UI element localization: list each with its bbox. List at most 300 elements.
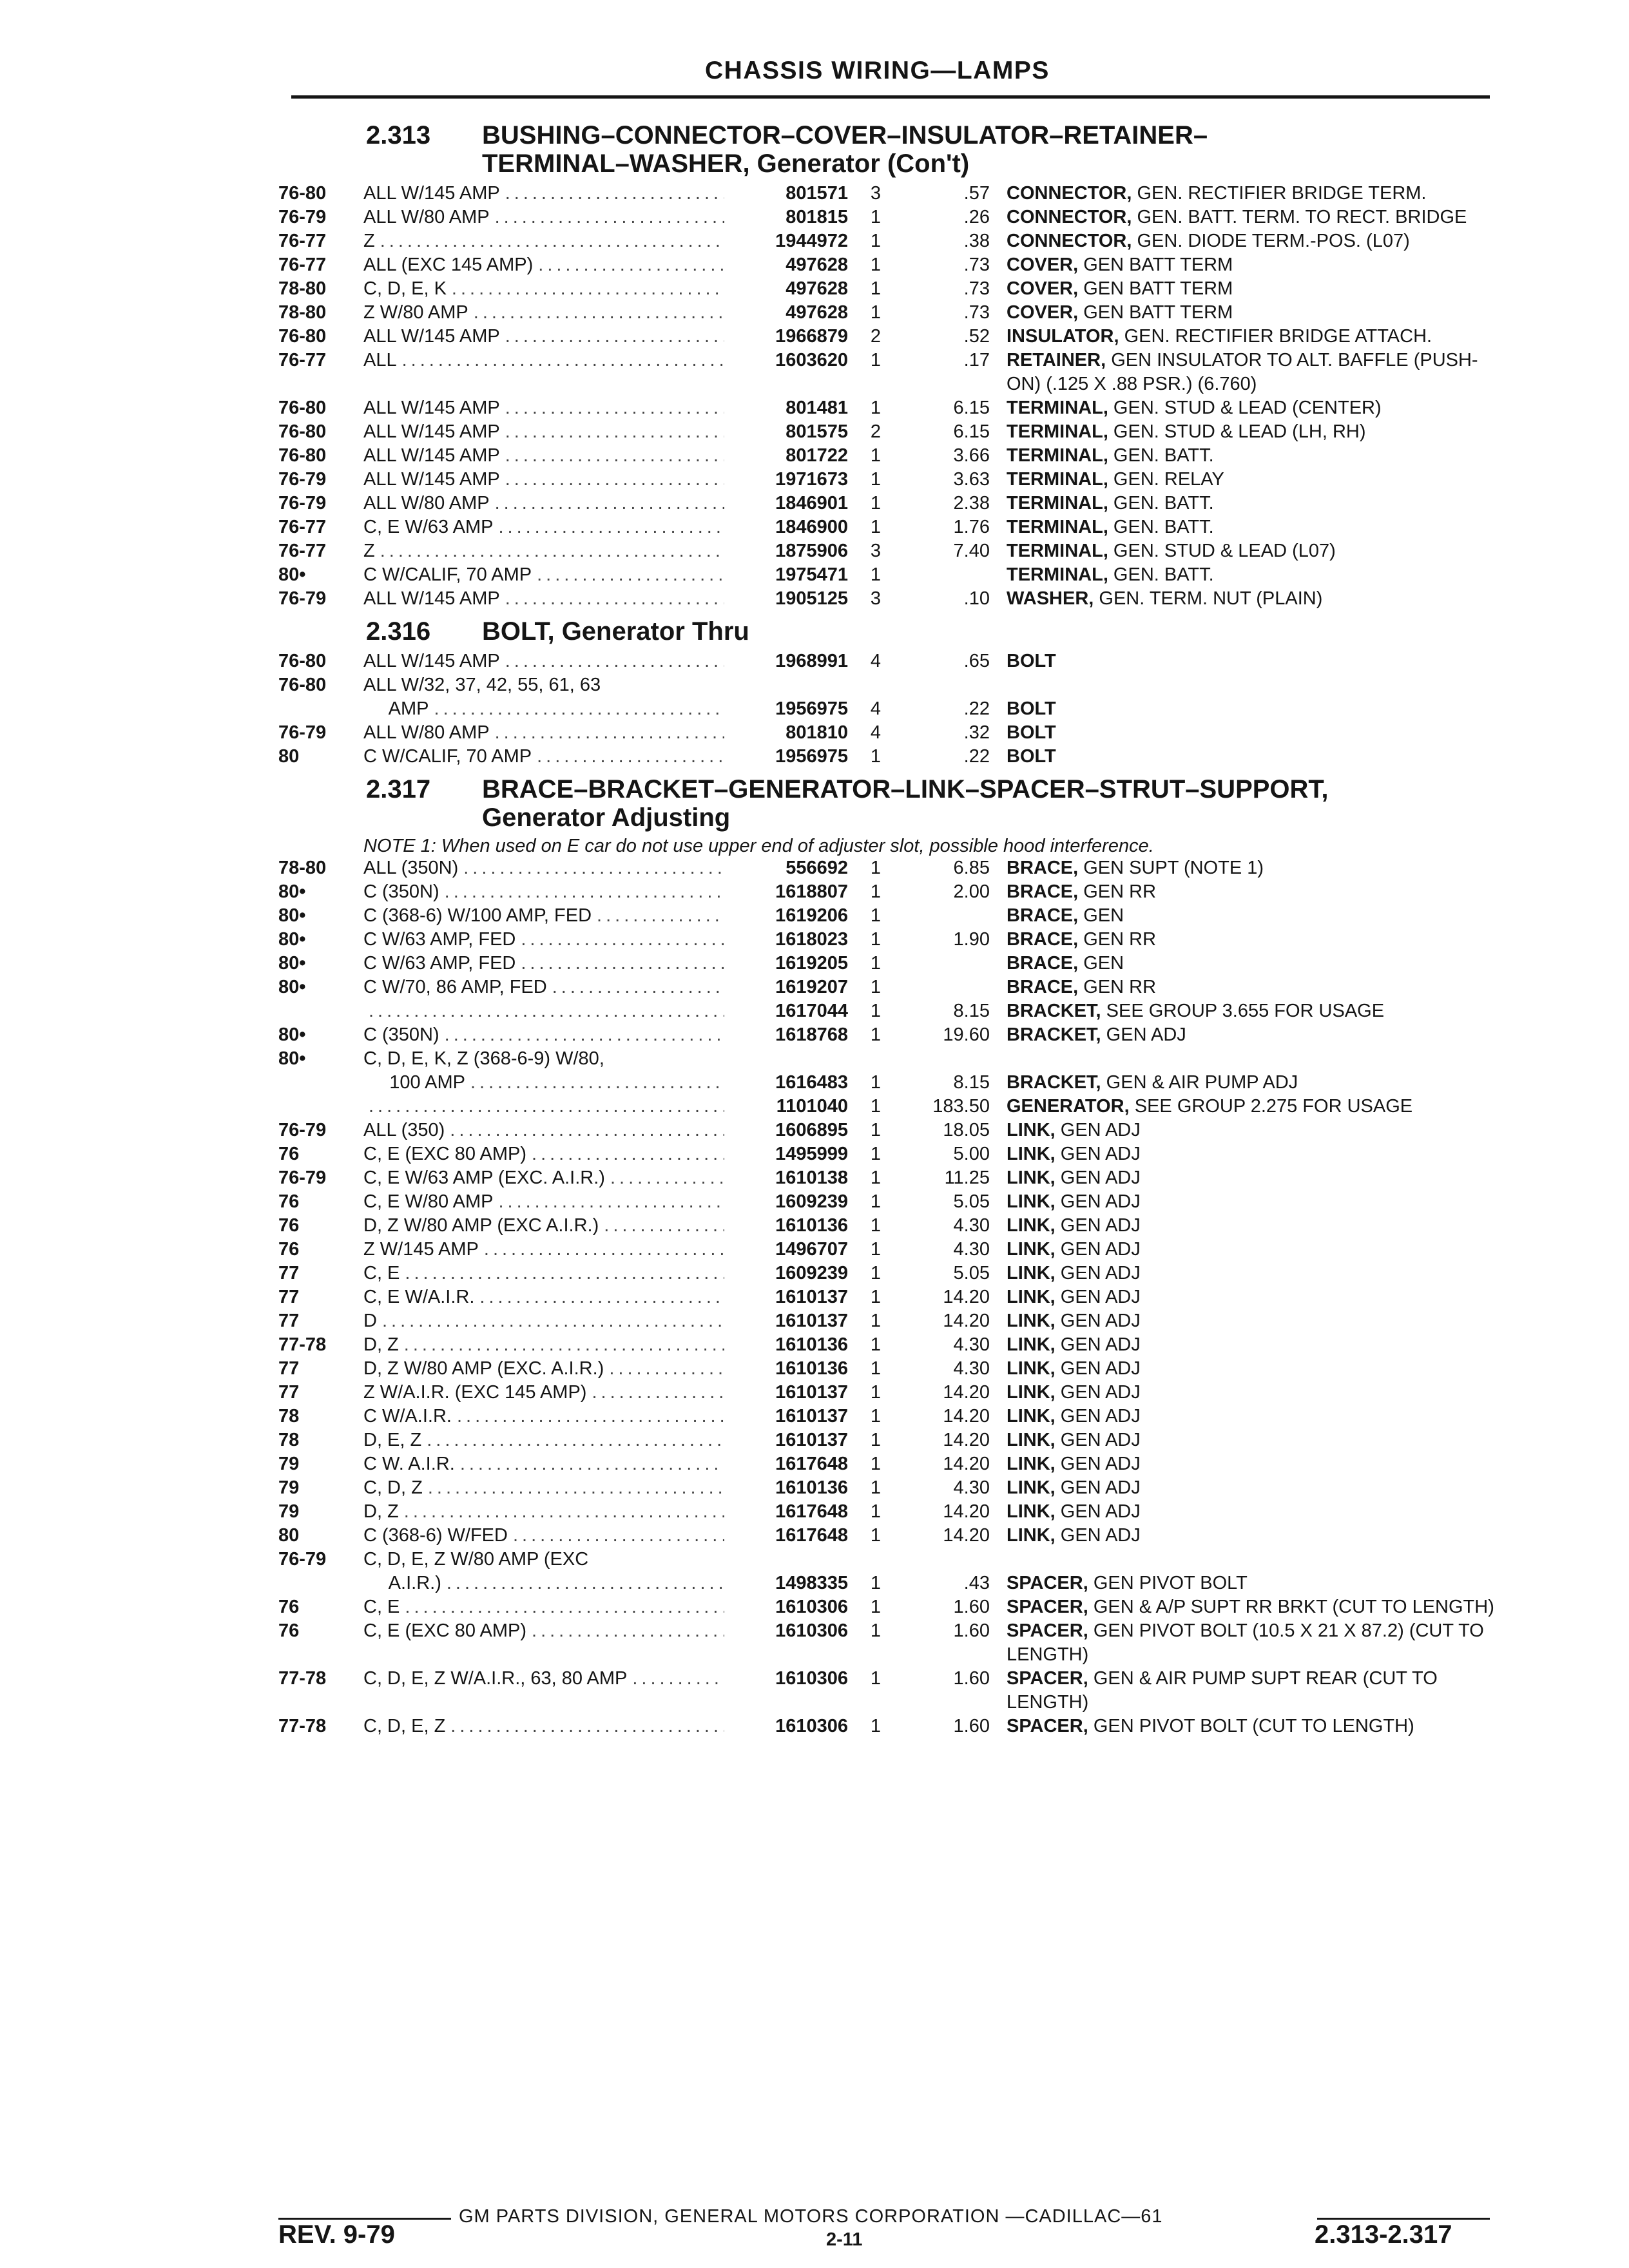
parts-row bbox=[278, 928, 1490, 952]
model-year: 77-78 bbox=[278, 1716, 327, 1736]
model-year: 76-79 bbox=[278, 493, 327, 514]
price: 2.00 bbox=[953, 881, 990, 902]
price: 2.38 bbox=[953, 493, 990, 514]
dot-leader bbox=[465, 1071, 724, 1095]
application-text: C (368-6) W/100 AMP, FED bbox=[363, 905, 592, 926]
dot-leader bbox=[375, 539, 724, 563]
quantity: 1 bbox=[870, 1716, 882, 1736]
application-text: 100 AMP bbox=[363, 1072, 465, 1093]
description bbox=[1007, 1428, 1496, 1452]
part-description: GEN. RECTIFIER BRIDGE TERM. bbox=[1132, 183, 1427, 204]
model-year: 77 bbox=[278, 1263, 300, 1283]
parts-row bbox=[278, 1357, 1490, 1381]
application-text: C W/63 AMP, FED bbox=[363, 953, 516, 974]
application bbox=[363, 1476, 724, 1500]
model-year: 78-80 bbox=[278, 302, 327, 323]
quantity: 1 bbox=[870, 1311, 882, 1331]
price: 4.30 bbox=[953, 1239, 990, 1260]
dot-leader bbox=[441, 1571, 724, 1595]
part-number: 1617648 bbox=[775, 1454, 848, 1474]
application-text: C, E W/80 AMP bbox=[363, 1191, 494, 1212]
part-number: 1610137 bbox=[775, 1311, 848, 1331]
part-description: GEN RR bbox=[1078, 881, 1157, 902]
quantity: 1 bbox=[870, 1215, 882, 1236]
application-text: C, E bbox=[363, 1263, 400, 1283]
part-number: 1905125 bbox=[775, 588, 848, 609]
part-number: 1618768 bbox=[775, 1024, 848, 1045]
parts-row bbox=[278, 563, 1490, 587]
part-number: 1610306 bbox=[775, 1620, 848, 1641]
part-name: LINK, bbox=[1007, 1263, 1055, 1283]
parts-row bbox=[278, 1238, 1490, 1262]
application bbox=[363, 1214, 724, 1238]
part-name: LINK, bbox=[1007, 1239, 1055, 1260]
application-text: C, D, E, Z W/80 AMP (EXC bbox=[363, 1549, 589, 1570]
application bbox=[363, 697, 724, 721]
price: 11.25 bbox=[944, 1168, 990, 1188]
page-footer bbox=[0, 2197, 1629, 2268]
parts-row bbox=[278, 1715, 1490, 1738]
part-description: GEN & AIR PUMP SUPT REAR (CUT TO LENGTH) bbox=[1007, 1668, 1438, 1713]
part-name: TERMINAL, bbox=[1007, 469, 1108, 490]
part-number: 1610136 bbox=[775, 1358, 848, 1379]
model-year: 77 bbox=[278, 1287, 300, 1307]
model-year: 76 bbox=[278, 1144, 300, 1164]
price: 14.20 bbox=[943, 1311, 990, 1331]
parts-row bbox=[278, 999, 1490, 1023]
dot-leader bbox=[526, 1142, 724, 1166]
part-number: 1606895 bbox=[775, 1120, 848, 1140]
dot-leader bbox=[452, 1405, 724, 1428]
description bbox=[1007, 952, 1496, 975]
quantity: 1 bbox=[870, 1668, 882, 1689]
description bbox=[1007, 396, 1496, 420]
application bbox=[363, 1023, 724, 1047]
part-description: SEE GROUP 3.655 FOR USAGE bbox=[1101, 1001, 1385, 1021]
part-name: TERMINAL, bbox=[1007, 493, 1108, 514]
part-description: GEN bbox=[1078, 953, 1124, 974]
dot-leader bbox=[532, 563, 724, 587]
quantity: 1 bbox=[870, 1263, 882, 1283]
application-text: ALL W/145 AMP bbox=[363, 421, 500, 442]
part-number: 1975471 bbox=[775, 564, 848, 585]
part-description: GEN. BATT. bbox=[1108, 445, 1214, 466]
price: 4.30 bbox=[953, 1215, 990, 1236]
price: .22 bbox=[963, 746, 990, 767]
application bbox=[363, 396, 724, 420]
part-name: BRACKET, bbox=[1007, 1072, 1101, 1093]
parts-row bbox=[278, 325, 1490, 349]
part-name: BOLT bbox=[1007, 651, 1056, 671]
parts-row bbox=[278, 1619, 1490, 1667]
part-description: GEN. STUD & LEAD (L07) bbox=[1108, 541, 1336, 561]
application-text: C W/A.I.R. bbox=[363, 1406, 452, 1427]
section-number: 2.317 bbox=[366, 775, 431, 803]
parts-row bbox=[278, 253, 1490, 277]
application-text: C W/63 AMP, FED bbox=[363, 929, 516, 950]
parts-row bbox=[278, 1166, 1490, 1190]
parts-row bbox=[278, 880, 1490, 904]
quantity: 1 bbox=[870, 746, 882, 767]
part-number: 1609239 bbox=[775, 1191, 848, 1212]
part-name: LINK, bbox=[1007, 1525, 1055, 1546]
parts-row bbox=[278, 1262, 1490, 1285]
dot-leader bbox=[447, 277, 724, 301]
quantity: 1 bbox=[870, 1144, 882, 1164]
price: .57 bbox=[963, 183, 990, 204]
application-text: Z W/80 AMP bbox=[363, 302, 468, 323]
application bbox=[363, 301, 724, 325]
part-number: 801810 bbox=[786, 722, 848, 743]
revision-date: REV. 9-79 bbox=[278, 2220, 395, 2249]
price: .17 bbox=[963, 350, 990, 370]
quantity: 1 bbox=[870, 445, 882, 466]
application bbox=[363, 253, 724, 277]
model-year: 76-80 bbox=[278, 398, 327, 418]
part-name: LINK, bbox=[1007, 1191, 1055, 1212]
quantity: 1 bbox=[870, 1287, 882, 1307]
dot-leader bbox=[439, 880, 724, 904]
part-name: LINK, bbox=[1007, 1215, 1055, 1236]
quantity: 1 bbox=[870, 858, 882, 878]
quantity: 1 bbox=[870, 1239, 882, 1260]
part-name: SPACER, bbox=[1007, 1573, 1088, 1593]
dot-leader bbox=[604, 1357, 724, 1381]
part-name: BOLT bbox=[1007, 698, 1056, 719]
parts-row bbox=[278, 649, 1490, 673]
application-text: C (350N) bbox=[363, 881, 439, 902]
price: .26 bbox=[963, 207, 990, 227]
description bbox=[1007, 1119, 1496, 1142]
price: 1.60 bbox=[953, 1620, 990, 1641]
parts-row bbox=[278, 952, 1490, 975]
application bbox=[363, 444, 724, 468]
description bbox=[1007, 1166, 1496, 1190]
quantity: 1 bbox=[870, 929, 882, 950]
application bbox=[363, 999, 724, 1023]
part-number: 556692 bbox=[786, 858, 848, 878]
quantity: 3 bbox=[870, 183, 882, 204]
quantity: 1 bbox=[870, 1001, 882, 1021]
application bbox=[363, 1071, 724, 1095]
dot-leader bbox=[421, 1428, 724, 1452]
part-name: LINK, bbox=[1007, 1120, 1055, 1140]
application-text: C, D, E, Z bbox=[363, 1716, 446, 1736]
dot-leader bbox=[400, 1262, 724, 1285]
part-number: 1610306 bbox=[775, 1716, 848, 1736]
description bbox=[1007, 253, 1496, 277]
dot-leader bbox=[400, 1595, 724, 1619]
price: .32 bbox=[963, 722, 990, 743]
description bbox=[1007, 206, 1496, 229]
description bbox=[1007, 745, 1496, 769]
description bbox=[1007, 1405, 1496, 1428]
section-title-block bbox=[482, 121, 1208, 178]
application-text: ALL W/145 AMP bbox=[363, 588, 500, 609]
page-number: 2-11 bbox=[826, 2229, 863, 2250]
description bbox=[1007, 1238, 1496, 1262]
application-text: C (350N) bbox=[363, 1024, 439, 1045]
part-description: GEN & A/P SUPT RR BRKT (CUT TO LENGTH) bbox=[1088, 1597, 1494, 1617]
part-name: CONNECTOR, bbox=[1007, 183, 1132, 204]
parts-row bbox=[278, 206, 1490, 229]
description bbox=[1007, 999, 1496, 1023]
section-subtitle: TERMINAL–WASHER, Generator (Con't) bbox=[482, 149, 970, 178]
model-year: 80• bbox=[278, 1048, 306, 1069]
application bbox=[363, 1428, 724, 1452]
application-text: C (368-6) W/FED bbox=[363, 1525, 508, 1546]
application-text: C, D, E, K bbox=[363, 278, 447, 299]
part-description: GEN ADJ bbox=[1055, 1215, 1141, 1236]
application bbox=[363, 856, 724, 880]
part-description: GEN. DIODE TERM.-POS. (L07) bbox=[1132, 231, 1410, 251]
description bbox=[1007, 349, 1496, 396]
application-text: ALL W/145 AMP bbox=[363, 445, 500, 466]
description bbox=[1007, 229, 1496, 253]
part-description: GEN BATT TERM bbox=[1078, 302, 1233, 323]
application bbox=[363, 277, 724, 301]
part-number: 1971673 bbox=[775, 469, 848, 490]
part-number: 1617648 bbox=[775, 1501, 848, 1522]
model-year: 76-80 bbox=[278, 651, 327, 671]
application-text: D, E, Z bbox=[363, 1430, 422, 1450]
parts-row bbox=[278, 1381, 1490, 1405]
application-text: A.I.R.) bbox=[363, 1573, 441, 1593]
section-heading bbox=[278, 121, 1490, 178]
parts-row bbox=[278, 1524, 1490, 1548]
price: 7.40 bbox=[953, 541, 990, 561]
quantity: 1 bbox=[870, 493, 882, 514]
part-description: GEN. STUD & LEAD (LH, RH) bbox=[1108, 421, 1366, 442]
description bbox=[1007, 1357, 1496, 1381]
model-year: 76-79 bbox=[278, 722, 327, 743]
quantity: 1 bbox=[870, 1454, 882, 1474]
part-number: 497628 bbox=[786, 302, 848, 323]
model-year: 80• bbox=[278, 881, 306, 902]
part-name: BRACE, bbox=[1007, 953, 1079, 974]
parts-row bbox=[278, 1500, 1490, 1524]
parts-row bbox=[278, 1142, 1490, 1166]
parts-row bbox=[278, 745, 1490, 769]
application bbox=[363, 1119, 724, 1142]
part-name: LINK, bbox=[1007, 1168, 1055, 1188]
part-name: TERMINAL, bbox=[1007, 541, 1108, 561]
price: .38 bbox=[963, 231, 990, 251]
application bbox=[363, 1452, 724, 1476]
description bbox=[1007, 1476, 1496, 1500]
part-description: GEN INSULATOR TO ALT. BAFFLE (PUSH-ON) (.125 X .88 PSR.) (6.760) bbox=[1007, 350, 1478, 394]
model-year: 78-80 bbox=[278, 278, 327, 299]
section-title-block bbox=[482, 617, 749, 646]
part-description: GEN ADJ bbox=[1055, 1501, 1141, 1522]
part-number: 1619205 bbox=[775, 953, 848, 974]
application-text: C, E (EXC 80 AMP) bbox=[363, 1144, 527, 1164]
dot-leader bbox=[532, 745, 724, 769]
part-description: GEN ADJ bbox=[1055, 1382, 1141, 1403]
dot-leader bbox=[599, 1214, 724, 1238]
description bbox=[1007, 492, 1496, 515]
application-text: C, D, E, K, Z (368-6-9) W/80, bbox=[363, 1048, 604, 1069]
model-year: 80• bbox=[278, 1024, 306, 1045]
model-year: 76-79 bbox=[278, 1120, 327, 1140]
quantity: 1 bbox=[870, 469, 882, 490]
application bbox=[363, 1381, 724, 1405]
dot-leader bbox=[547, 975, 724, 999]
price: .52 bbox=[963, 326, 990, 347]
description bbox=[1007, 697, 1496, 721]
application-text: C W/70, 86 AMP, FED bbox=[363, 977, 547, 997]
application bbox=[363, 1166, 724, 1190]
price: 1.60 bbox=[953, 1668, 990, 1689]
part-number: 1498335 bbox=[775, 1573, 848, 1593]
application-text: D, Z W/80 AMP (EXC. A.I.R.) bbox=[363, 1358, 604, 1379]
model-year: 79 bbox=[278, 1501, 300, 1522]
parts-row bbox=[278, 1095, 1490, 1119]
application-text: C, E bbox=[363, 1597, 400, 1617]
parts-row bbox=[278, 1214, 1490, 1238]
quantity: 3 bbox=[870, 541, 882, 561]
model-year: 79 bbox=[278, 1454, 300, 1474]
dot-leader bbox=[375, 229, 724, 253]
model-year: 76 bbox=[278, 1239, 300, 1260]
part-number: 1618023 bbox=[775, 929, 848, 950]
part-description: GEN PIVOT BOLT bbox=[1088, 1573, 1248, 1593]
dot-leader bbox=[399, 1333, 724, 1357]
dot-leader bbox=[500, 444, 724, 468]
parts-row bbox=[278, 420, 1490, 444]
quantity: 1 bbox=[870, 1573, 882, 1593]
description bbox=[1007, 1309, 1496, 1333]
description bbox=[1007, 1500, 1496, 1524]
dot-leader bbox=[429, 697, 724, 721]
quantity: 1 bbox=[870, 1096, 882, 1117]
application bbox=[363, 1357, 724, 1381]
application-text: ALL W/145 AMP bbox=[363, 469, 500, 490]
application bbox=[363, 515, 724, 539]
model-year: 80 bbox=[278, 746, 300, 767]
header-rule bbox=[291, 95, 1490, 99]
dot-leader bbox=[468, 301, 724, 325]
parts-row bbox=[278, 673, 1490, 697]
price: 1.60 bbox=[953, 1597, 990, 1617]
parts-row bbox=[278, 444, 1490, 468]
quantity: 1 bbox=[870, 1168, 882, 1188]
section-title: BRACE–BRACKET–GENERATOR–LINK–SPACER–STRUT–SUPPORT, bbox=[482, 775, 1329, 803]
description bbox=[1007, 1667, 1496, 1715]
price: 4.30 bbox=[953, 1477, 990, 1498]
application bbox=[363, 1548, 724, 1571]
application bbox=[363, 1190, 724, 1214]
dot-leader bbox=[508, 1524, 724, 1548]
price: 183.50 bbox=[932, 1096, 990, 1117]
parts-row bbox=[278, 1595, 1494, 1619]
application-text: C, E W/63 AMP (EXC. A.I.R.) bbox=[363, 1168, 605, 1188]
part-description: GEN ADJ bbox=[1055, 1525, 1141, 1546]
quantity: 1 bbox=[870, 1501, 882, 1522]
section-title: BOLT, Generator Thru bbox=[482, 617, 749, 646]
application bbox=[363, 182, 724, 206]
part-number: 1968991 bbox=[775, 651, 848, 671]
application-text: ALL (350) bbox=[363, 1120, 445, 1140]
part-number: 1610137 bbox=[775, 1406, 848, 1427]
parts-row bbox=[278, 1071, 1490, 1095]
part-description: GEN. RECTIFIER BRIDGE ATTACH. bbox=[1119, 326, 1432, 347]
part-name: BOLT bbox=[1007, 746, 1056, 767]
part-name: TERMINAL, bbox=[1007, 445, 1108, 466]
application-text: C W/CALIF, 70 AMP bbox=[363, 746, 532, 767]
application bbox=[363, 880, 724, 904]
parts-row bbox=[278, 1023, 1490, 1047]
part-description: GEN ADJ bbox=[1055, 1287, 1141, 1307]
description bbox=[1007, 1333, 1496, 1357]
description bbox=[1007, 1214, 1496, 1238]
section-title-block bbox=[482, 775, 1329, 832]
quantity: 1 bbox=[870, 1382, 882, 1403]
application bbox=[363, 539, 724, 563]
model-year: 76-79 bbox=[278, 1549, 327, 1570]
dot-leader bbox=[377, 1309, 724, 1333]
description bbox=[1007, 444, 1496, 468]
part-description: GEN PIVOT BOLT (CUT TO LENGTH) bbox=[1088, 1716, 1414, 1736]
model-year: 80• bbox=[278, 929, 306, 950]
description bbox=[1007, 515, 1496, 539]
description bbox=[1007, 1381, 1496, 1405]
part-name: TERMINAL, bbox=[1007, 517, 1108, 537]
application-text: ALL W/145 AMP bbox=[363, 398, 500, 418]
application bbox=[363, 975, 724, 999]
model-year: 76-79 bbox=[278, 1168, 327, 1188]
model-year: 80• bbox=[278, 953, 306, 974]
application-text: ALL W/80 AMP bbox=[363, 722, 490, 743]
part-number: 1101040 bbox=[776, 1096, 848, 1117]
model-year: 79 bbox=[278, 1477, 300, 1498]
application-text: ALL W/145 AMP bbox=[363, 651, 500, 671]
part-name: WASHER, bbox=[1007, 588, 1094, 609]
price: 8.15 bbox=[953, 1001, 990, 1021]
parts-row bbox=[278, 1333, 1490, 1357]
model-year: 77-78 bbox=[278, 1334, 327, 1355]
description bbox=[1007, 1262, 1496, 1285]
part-description: GEN ADJ bbox=[1055, 1191, 1141, 1212]
price: 3.63 bbox=[953, 469, 990, 490]
description bbox=[1007, 420, 1496, 444]
quantity: 1 bbox=[870, 1191, 882, 1212]
application-text: C, D, Z bbox=[363, 1477, 423, 1498]
description bbox=[1007, 649, 1496, 673]
price: .73 bbox=[963, 278, 990, 299]
application-text: C W/CALIF, 70 AMP bbox=[363, 564, 532, 585]
description bbox=[1007, 1715, 1496, 1738]
part-number: 801815 bbox=[786, 207, 848, 227]
group-range: 2.313-2.317 bbox=[1315, 2220, 1452, 2249]
application bbox=[363, 1571, 724, 1595]
application-text: ALL W/80 AMP bbox=[363, 493, 490, 514]
parts-row bbox=[278, 1405, 1490, 1428]
application bbox=[363, 952, 724, 975]
quantity: 4 bbox=[870, 651, 882, 671]
part-number: 1610137 bbox=[775, 1287, 848, 1307]
part-number: 1617044 bbox=[775, 1001, 848, 1021]
description bbox=[1007, 1190, 1496, 1214]
part-description: GEN. RELAY bbox=[1108, 469, 1224, 490]
quantity: 1 bbox=[870, 1072, 882, 1093]
part-name: BRACE, bbox=[1007, 881, 1079, 902]
quantity: 1 bbox=[870, 564, 882, 585]
dot-leader bbox=[605, 1166, 724, 1190]
application-text: ALL bbox=[363, 350, 397, 370]
application-text: ALL W/80 AMP bbox=[363, 207, 490, 227]
parts-row bbox=[278, 539, 1490, 563]
